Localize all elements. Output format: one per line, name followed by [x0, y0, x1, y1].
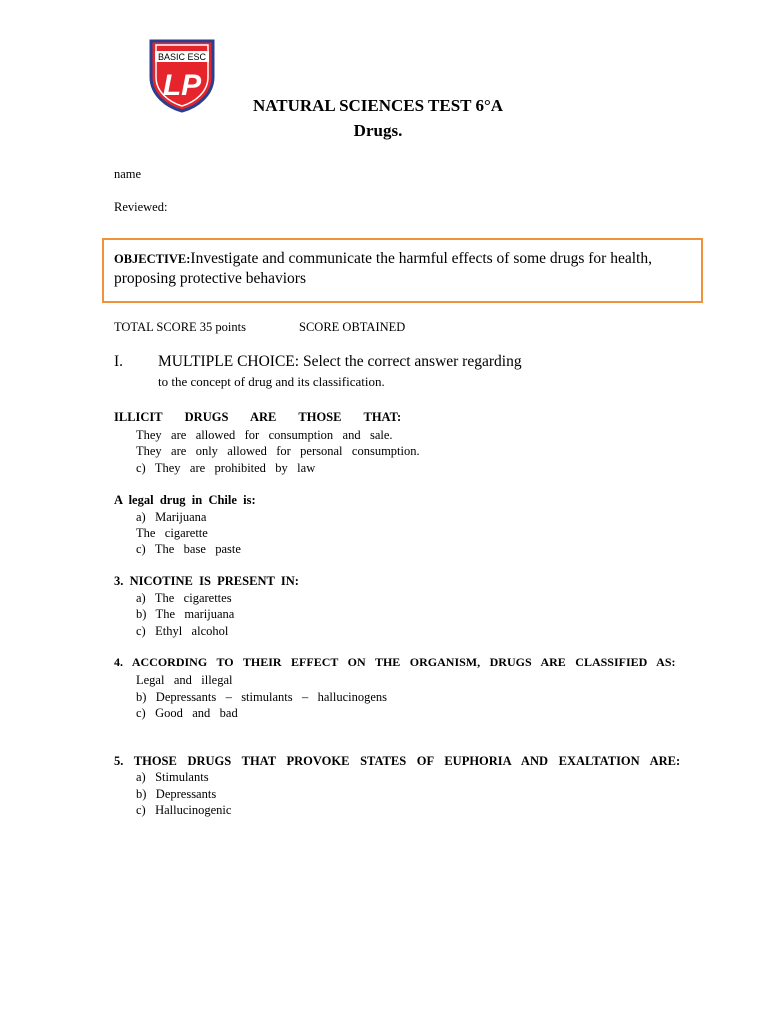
objective-label: OBJECTIVE: — [114, 252, 191, 266]
question-4-option-a: Legal and illegal — [136, 673, 233, 687]
question-5-option-b: b) Depressants — [136, 787, 217, 801]
question-3: 3. NICOTINE IS PRESENT IN: — [114, 574, 299, 588]
question-1-option-a: They are allowed for consumption and sale. — [136, 428, 393, 442]
name-label: name — [114, 167, 142, 181]
test-title: NATURAL SCIENCES TEST 6°A — [252, 96, 504, 115]
question-3-option-a: a) The cigarettes — [136, 591, 232, 605]
total-score: TOTAL SCORE 35 points — [114, 320, 246, 334]
question-2-option-c: c) The base paste — [136, 542, 241, 556]
test-subtitle: Drugs. — [353, 121, 403, 140]
score-obtained: SCORE OBTAINED — [299, 320, 406, 334]
question-1-option-b: They are only allowed for personal consumption. — [136, 444, 420, 458]
objective-box — [102, 238, 703, 303]
question-1: ILLICIT DRUGS ARE THOSE THAT: — [114, 410, 402, 424]
question-3-option-c: c) Ethyl alcohol — [136, 624, 229, 638]
question-2-option-b: The cigarette — [136, 526, 208, 540]
objective-text: Investigate and communicate the harmful effects of some drugs for health, proposing protective behaviors — [114, 250, 652, 287]
section-heading: MULTIPLE CHOICE: Select the correct answer regarding — [158, 353, 522, 370]
question-4: 4. ACCORDING TO THEIR EFFECT ON THE ORGANISM, DRUGS ARE CLASSIFIED AS: — [114, 655, 676, 669]
svg-text:LP: LP — [162, 69, 202, 102]
section-number: I. — [114, 353, 124, 370]
reviewed-label: Reviewed: — [114, 200, 168, 214]
question-5-option-a: a) Stimulants — [136, 770, 209, 784]
question-4-option-c: c) Good and bad — [136, 706, 238, 720]
question-1-option-c: c) They are prohibited by law — [136, 461, 316, 475]
section-subheading: to the concept of drug and its classification. — [158, 374, 385, 389]
question-2: A legal drug in Chile is: — [114, 493, 256, 507]
question-3-option-b: b) The marijuana — [136, 607, 235, 621]
question-2-option-a: a) Marijuana — [136, 510, 207, 524]
question-4-option-b: b) Depressants – stimulants – hallucinogens — [136, 690, 388, 704]
question-5-option-c: c) Hallucinogenic — [136, 803, 232, 817]
svg-text:BASIC ESC: BASIC ESC — [157, 52, 207, 62]
question-5: 5. THOSE DRUGS THAT PROVOKE STATES OF EUPHORIA AND EXALTATION ARE: — [114, 754, 681, 768]
